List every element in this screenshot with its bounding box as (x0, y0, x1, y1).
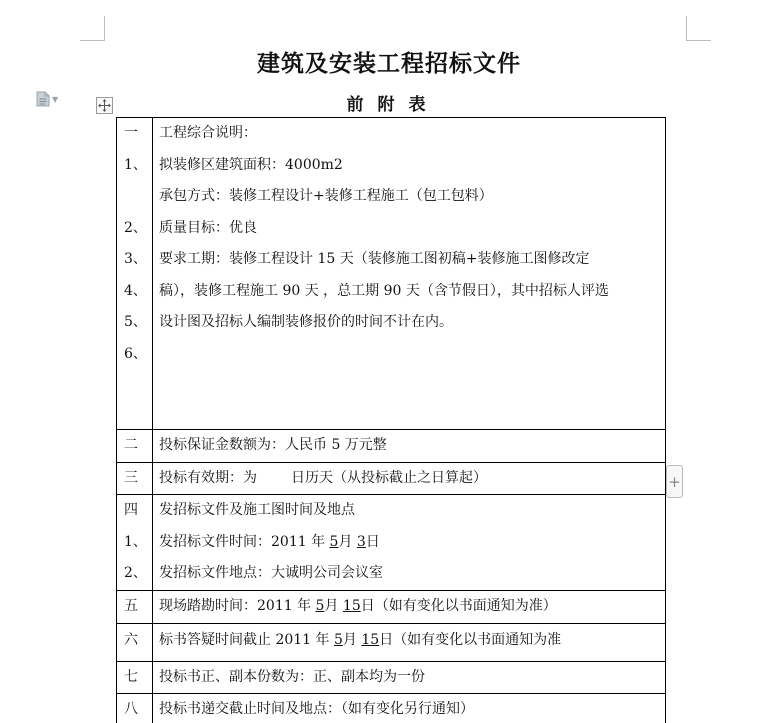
section-number[interactable]: 二 (117, 430, 153, 463)
table-row-section-7 (117, 661, 666, 694)
site-visit-day: 15 (342, 598, 361, 614)
section-number[interactable]: 五 (117, 591, 153, 624)
copies-line[interactable]: 投标书正、副本份数为：正、副本均为一份 (153, 661, 666, 694)
site-visit-month-unit: 月 (324, 598, 343, 614)
document-title: 建筑及安装工程招标文件 (257, 50, 521, 77)
site-visit-month: 5 (315, 598, 325, 614)
issue-location-line: 发招标文件地点：大诚明公司会议室 (159, 565, 383, 581)
chevron-down-icon: ▼ (52, 94, 59, 104)
section-number: 四 (124, 502, 138, 518)
issue-time-line (159, 527, 661, 559)
table-row-section-1 (117, 118, 666, 430)
site-visit-cell[interactable] (153, 591, 666, 624)
table-row-section-2 (117, 430, 666, 463)
item-number: 3、 (124, 251, 147, 267)
issue-day: 3 (356, 533, 366, 550)
front-attachment-table (116, 117, 666, 723)
building-area-line: 拟装修区建筑面积：4000m2 (159, 156, 343, 173)
bid-validity-cell[interactable] (153, 462, 666, 495)
section-number[interactable]: 七 (117, 661, 153, 694)
spacer (124, 181, 152, 213)
qa-deadline-day: 15 (361, 631, 380, 648)
bid-validity-label: 投标有效期：为 (159, 469, 257, 486)
quality-target-line: 质量目标：优良 (159, 219, 257, 236)
site-visit-prefix: 现场踏勘时间：2011 年 (159, 598, 316, 614)
issue-month: 5 (329, 533, 339, 550)
issue-month-unit: 月 (338, 533, 357, 550)
crop-mark-top-right (686, 16, 711, 41)
issue-day-unit: 日 (365, 533, 380, 550)
section-heading: 工程综合说明： (159, 125, 257, 141)
issue-time-prefix: 发招标文件时间：2011 年 (159, 533, 330, 550)
item-number: 2、 (124, 565, 147, 581)
crop-mark-top-left (80, 16, 105, 41)
table-row-section-6 (117, 623, 666, 661)
section-content-cell[interactable] (153, 495, 666, 591)
bid-validity-suffix: 日历天（从投标截止之日算起） (291, 469, 487, 486)
contract-method-line: 承包方式：装修工程设计+装修工程施工（包工包料） (159, 188, 493, 204)
item-number: 2、 (124, 219, 147, 236)
qa-deadline-cell[interactable] (153, 623, 666, 661)
section-number-cell[interactable] (117, 495, 153, 591)
qa-deadline-month-unit: 月 (342, 631, 362, 648)
move-arrows-icon (98, 99, 111, 112)
schedule-line: 要求工期：装修工程设计 15 天（装修施工图初稿+装修施工图修改定 (159, 251, 590, 267)
add-column-button[interactable]: + (666, 465, 683, 498)
table-row-section-3 (117, 462, 666, 495)
submission-deadline-line[interactable]: 投标书递交截止时间及地点：（如有变化另行通知） (153, 694, 666, 723)
section-number[interactable]: 八 (117, 694, 153, 723)
item-number: 6、 (124, 345, 147, 362)
table-move-handle[interactable] (96, 97, 113, 114)
qa-deadline-prefix: 标书答疑时间截止 2011 年 (159, 631, 334, 648)
document-subtitle: 前附表 (346, 95, 440, 115)
item-number: 1、 (124, 156, 147, 173)
qa-deadline-month: 5 (333, 631, 343, 648)
item-number: 4、 (124, 282, 147, 299)
schedule-line: 设计图及招标人编制装修报价的时间不计在内。 (159, 314, 453, 330)
item-number: 1、 (124, 533, 147, 550)
table-row-section-5 (117, 591, 666, 624)
bid-bond-line[interactable]: 投标保证金数额为：人民币 5 万元整 (153, 430, 666, 463)
table-row-section-8 (117, 694, 666, 723)
section-number: 一 (124, 125, 138, 141)
table-row-section-4 (117, 495, 666, 591)
section-number-cell[interactable] (117, 118, 153, 430)
item-number: 5、 (124, 314, 147, 330)
section-content-cell[interactable] (153, 118, 666, 430)
section-heading: 发招标文件及施工图时间及地点 (159, 502, 355, 518)
qa-deadline-suffix: 日（如有变化以书面通知为准 (379, 631, 562, 648)
section-number[interactable]: 六 (117, 623, 153, 661)
schedule-line: 稿），装修工程施工 90 天 ，总工期 90 天（含节假日），其中招标人评选 (159, 282, 609, 299)
section-number[interactable]: 三 (117, 462, 153, 495)
site-visit-suffix: 日（如有变化以书面通知为准） (360, 598, 557, 614)
